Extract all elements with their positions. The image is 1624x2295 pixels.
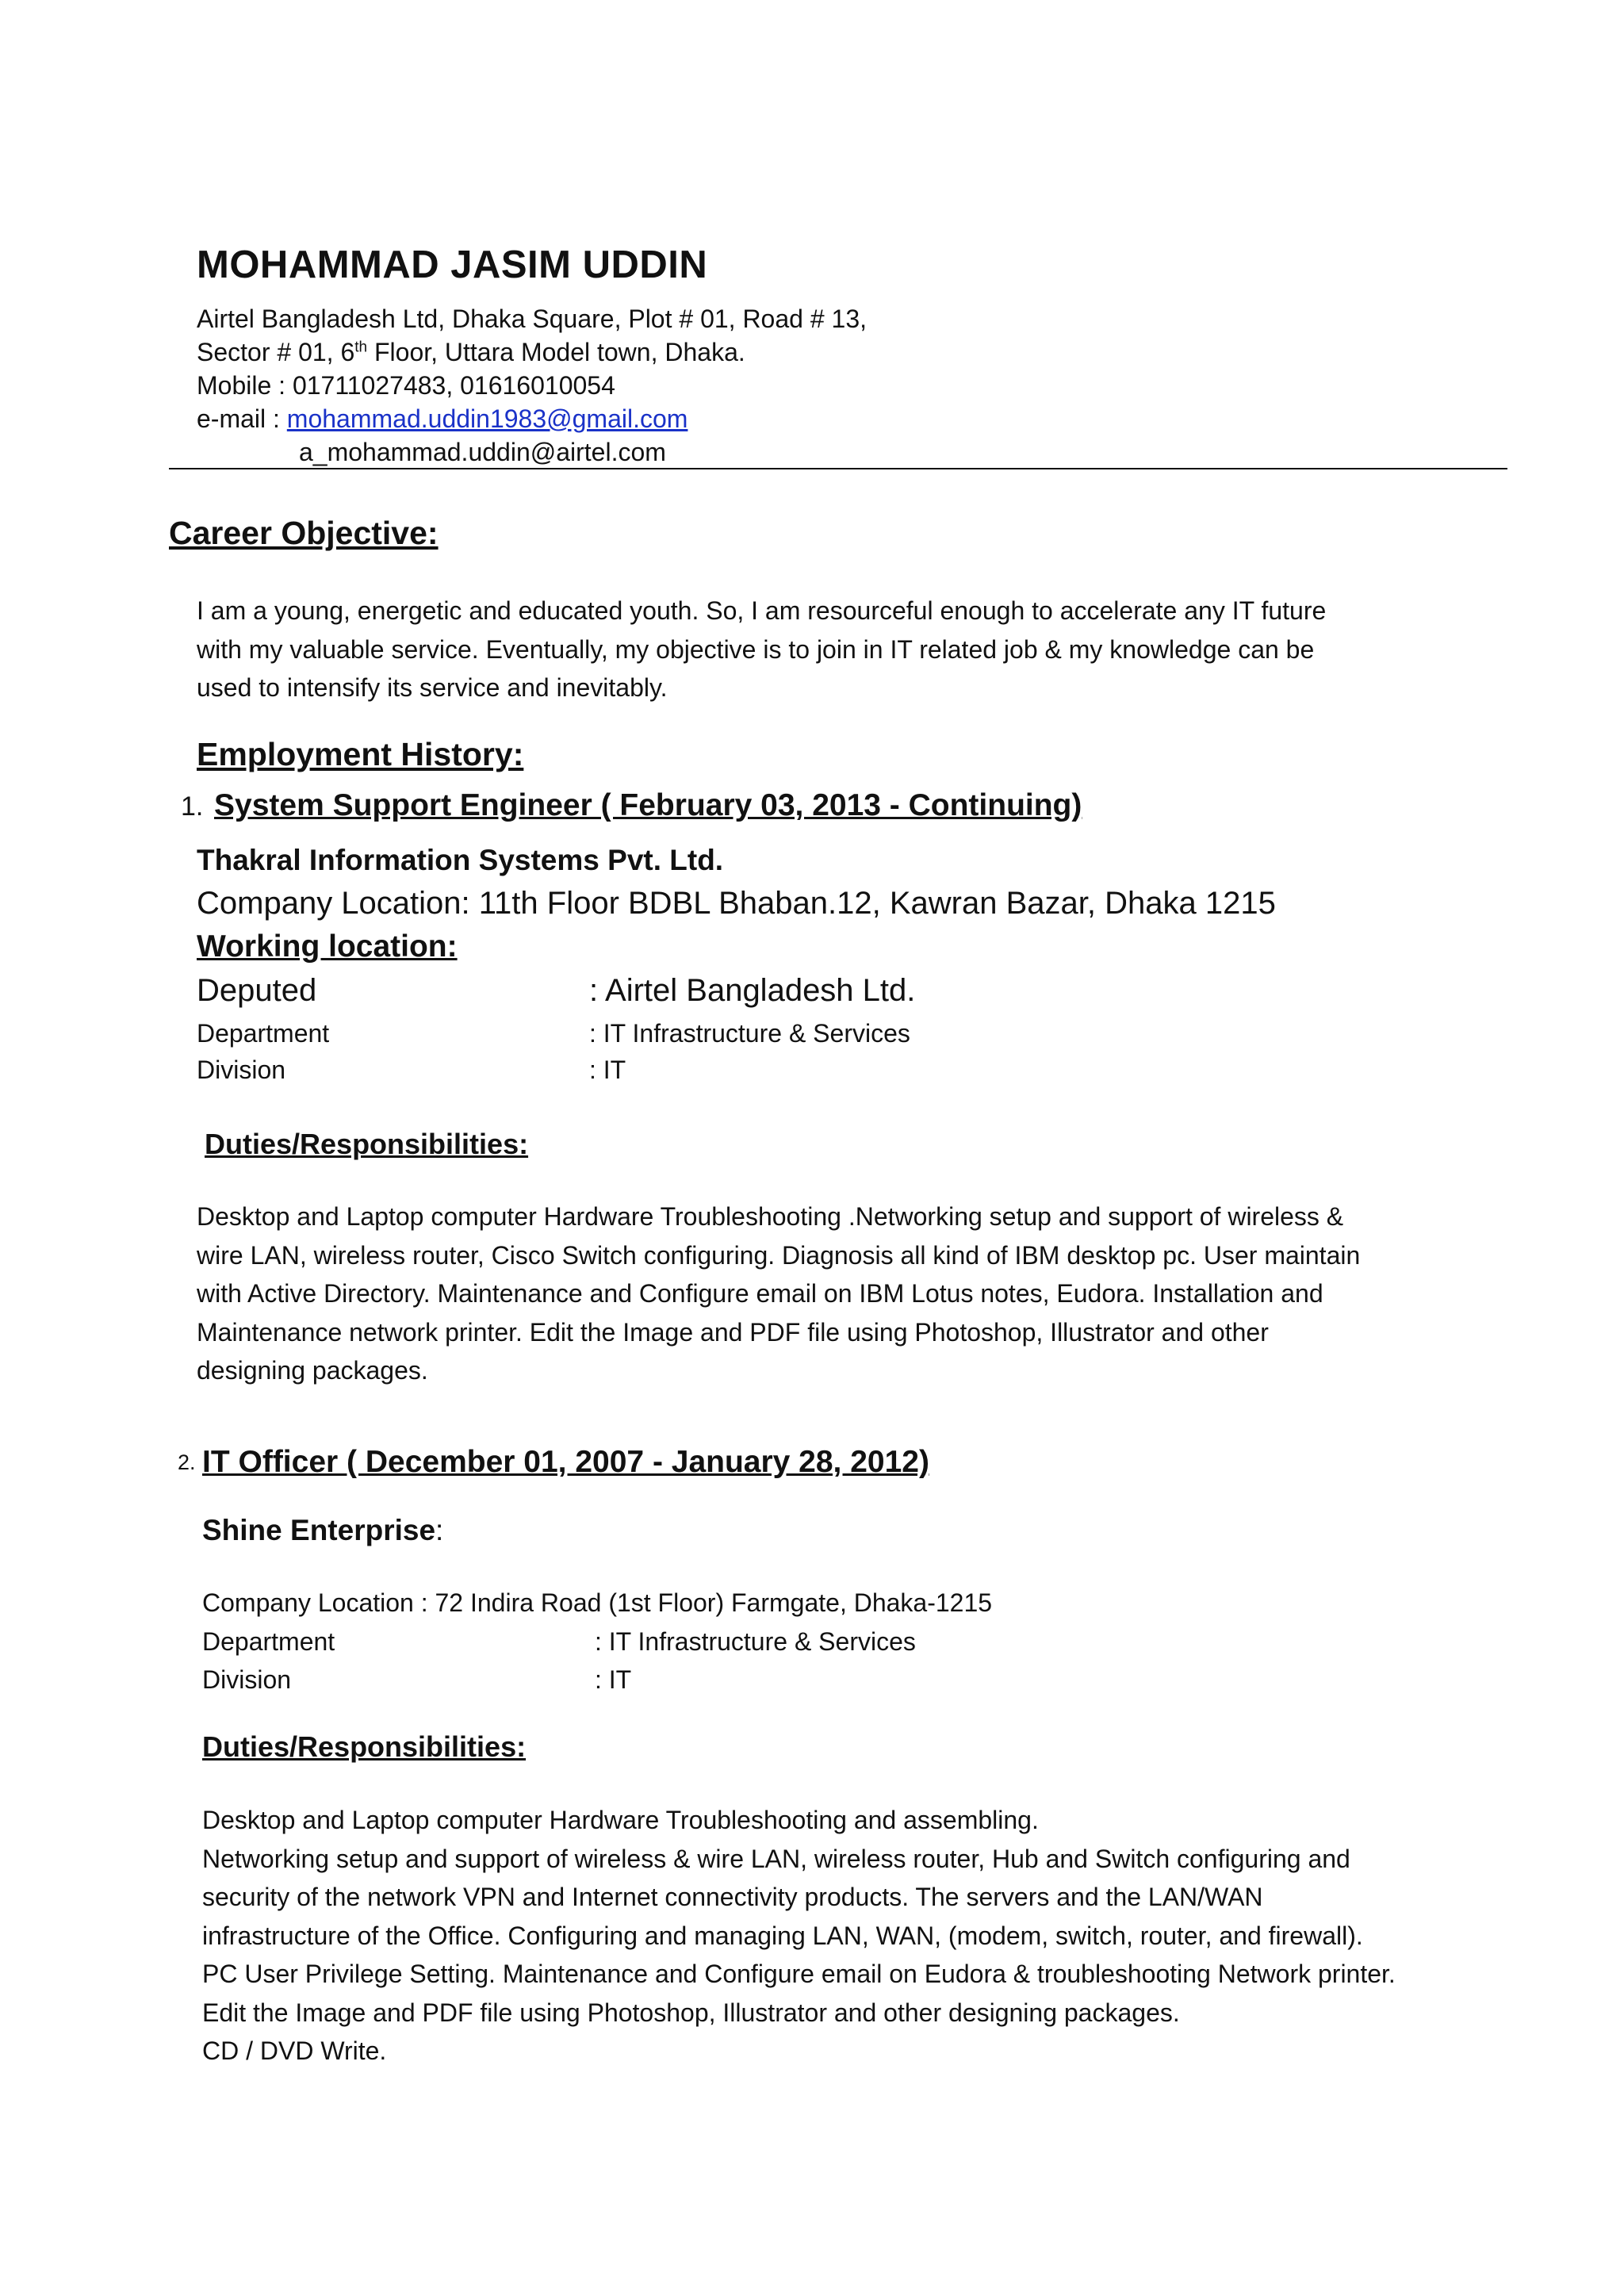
- job-2-duties-heading: Duties/Responsibilities:: [202, 1730, 527, 1763]
- email-row: [197, 402, 688, 435]
- employment-history-heading: Employment History:: [197, 736, 524, 772]
- duties-line: with Active Directory. Maintenance and Configure email on IBM Lotus notes, Eudora. Installation and: [197, 1279, 1323, 1308]
- candidate-name: MOHAMMAD JASIM UDDIN: [197, 243, 708, 286]
- job-2-company-name: Shine Enterprise: [202, 1514, 436, 1546]
- duties-line: infrastructure of the Office. Configuring and managing LAN, WAN, (modem, switch, router, and firewall).: [202, 1921, 1363, 1950]
- career-objective-heading: Career Objective:: [169, 515, 439, 551]
- job-2-number: 2.: [178, 1450, 196, 1474]
- division-value: : IT: [589, 1056, 626, 1084]
- job-2-location: Company Location : 72 Indira Road (1st Floor) Farmgate, Dhaka-1215: [202, 1588, 993, 1617]
- email-label: e-mail :: [197, 404, 287, 433]
- department-value: : IT Infrastructure & Services: [589, 1019, 910, 1048]
- job-2-duties-text: [202, 1801, 1396, 2071]
- address-line-1: Airtel Bangladesh Ltd, Dhaka Square, Plot # 01, Road # 13,: [197, 305, 867, 333]
- career-objective-text: [197, 592, 1326, 707]
- job-2-department-value: : IT Infrastructure & Services: [595, 1627, 916, 1656]
- duties-line: Edit the Image and PDF file using Photoshop, Illustrator and other designing packages.: [202, 1998, 1180, 2027]
- email-primary-link[interactable]: mohammad.uddin1983@gmail.com: [286, 404, 688, 433]
- career-objective-line: with my valuable service. Eventually, my objective is to join in IT related job & my knowledge can be: [197, 634, 1315, 664]
- deputed-label: Deputed: [197, 973, 317, 1008]
- job-1-duties-text: [197, 1197, 1360, 1390]
- ordinal-suffix: th: [354, 339, 368, 356]
- duties-line: Maintenance network printer. Edit the Image and PDF file using Photoshop, Illustrator and other: [197, 1317, 1269, 1347]
- header-divider: [169, 468, 1507, 469]
- job-1-number: 1.: [181, 791, 204, 822]
- duties-line: security of the network VPN and Internet connectivity products. The servers and the LAN/WAN: [202, 1883, 1263, 1911]
- job-1-location: Company Location: 11th Floor BDBL Bhaban.12, Kawran Bazar, Dhaka 1215: [197, 886, 1276, 921]
- job-2-division-label: Division: [202, 1665, 292, 1694]
- address-line-2-rest: Floor, Uttara Model town, Dhaka.: [367, 338, 745, 366]
- duties-line: wire LAN, wireless router, Cisco Switch configuring. Diagnosis all kind of IBM desktop pc. User maintain: [197, 1240, 1361, 1270]
- department-label: Department: [197, 1019, 330, 1048]
- address-line-2: [197, 335, 745, 369]
- duties-line: designing packages.: [197, 1356, 428, 1385]
- address-line-2-text: Sector # 01, 6: [197, 338, 355, 366]
- job-2-division-value: : IT: [595, 1665, 632, 1694]
- job-1-duties-heading: Duties/Responsibilities:: [205, 1128, 529, 1160]
- duties-line: Desktop and Laptop computer Hardware Troubleshooting .Networking setup and support of wireless &: [197, 1202, 1344, 1231]
- deputed-value: : Airtel Bangladesh Ltd.: [589, 973, 916, 1008]
- mobile-numbers: Mobile : 01711027483, 01616010054: [197, 371, 615, 400]
- job-1-title: System Support Engineer ( February 03, 2013 - Continuing): [214, 788, 1082, 822]
- duties-line: CD / DVD Write.: [202, 2036, 387, 2065]
- career-objective-line: I am a young, energetic and educated youth. So, I am resourceful enough to accelerate any IT future: [197, 596, 1327, 625]
- job-2-company-colon: :: [435, 1514, 444, 1546]
- job-2-title: IT Officer ( December 01, 2007 - January 28, 2012): [202, 1445, 929, 1479]
- duties-line: PC User Privilege Setting. Maintenance and Configure email on Eudora & troubleshooting Network printer.: [202, 1960, 1396, 1988]
- working-location-heading: Working location:: [197, 929, 458, 964]
- job-2-company: [202, 1514, 443, 1547]
- division-label: Division: [197, 1056, 286, 1084]
- job-2-department-label: Department: [202, 1627, 335, 1656]
- career-objective-line: used to intensify its service and inevitably.: [197, 673, 668, 702]
- duties-line: Networking setup and support of wireless & wire LAN, wireless router, Hub and Switch configuring and: [202, 1844, 1350, 1873]
- duties-line: Desktop and Laptop computer Hardware Troubleshooting and assembling.: [202, 1806, 1039, 1834]
- email-secondary: a_mohammad.uddin@airtel.com: [299, 438, 666, 466]
- job-1-company: Thakral Information Systems Pvt. Ltd.: [197, 844, 724, 876]
